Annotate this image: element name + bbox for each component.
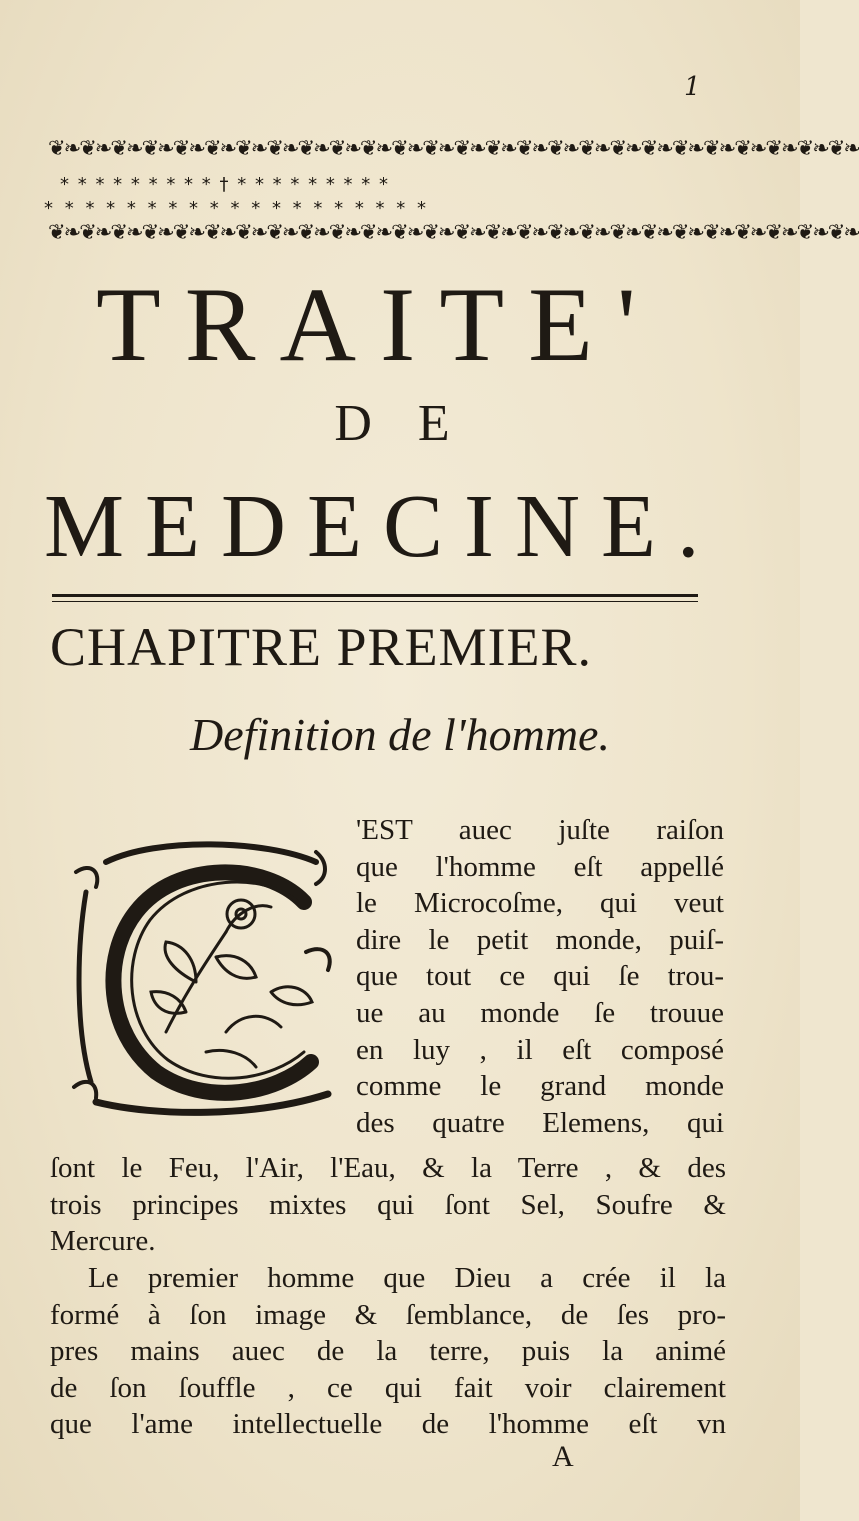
chapter-subtitle: Definition de l'homme. [190,709,610,760]
title-line-2: DE [334,395,496,452]
text-line: des quatre Elemens, qui [356,1106,724,1139]
title-line-3: MEDECINE. [44,477,721,576]
ornamental-floral-initial-icon [66,832,338,1124]
chapter-heading: CHAPITRE PREMIER. [50,617,593,677]
text-line: comme le grand monde [356,1070,724,1103]
text-line: dire le petit monde, puiſ- [356,923,724,956]
text-line: en luy , il eſt composé [356,1033,724,1066]
paragraph-2 [50,1260,726,1443]
text-line: trois principes mixtes qui ſont Sel, Soufre & [50,1188,726,1221]
headpiece-ornament-bottom: ❦❧❦❧❦❧❦❧❦❧❦❧❦❧❦❧❦❧❦❧❦❧❦❧❦❧❦❧❦❧❦❧❦❧❦❧❦❧❦❧❦❧❦❧❦❧❦❧❦❧❦❧ [48,220,859,244]
text-line: 'EST auec juſte raiſon [356,814,724,846]
text-line: de ſon ſouffle , ce qui fait voir clairement [50,1371,726,1404]
text-line: le Microcoſme, qui veut [356,887,724,920]
headpiece-ornament-top: ❦❧❦❧❦❧❦❧❦❧❦❧❦❧❦❧❦❧❦❧❦❧❦❧❦❧❦❧❦❧❦❧❦❧❦❧❦❧❦❧❦❧❦❧❦❧❦❧❦❧❦❧ [48,136,859,160]
title-line-1: TRAITE' [96,266,660,383]
text-line: ue au monde ſe trouue [356,996,724,1029]
divider-rule [52,594,698,597]
text-line: que l'homme eſt appellé [356,850,724,883]
text-line: Le premier homme que Dieu a crée il la [88,1262,726,1294]
text-line: que tout ce qui ſe trou- [356,960,724,993]
divider-rule-thin [52,601,698,602]
page-number: 1 [684,72,701,102]
signature-mark: A [552,1440,574,1473]
text-line: que l'ame intellectuelle de l'homme eſt vn [50,1408,726,1441]
initial-c-drawing [66,832,338,1124]
paragraph-1-initial-column [356,812,724,1141]
paragraph-1-continuation [50,1150,726,1260]
text-line: formé à ſon image & ſemblance, de ſes pro- [50,1298,726,1331]
text-line: Mercure. [50,1225,156,1258]
text-line: pres mains auec de la terre, puis la animé [50,1335,726,1368]
headpiece-stars-row-2: * * * * * * * * * * * * * * * * * * * [44,198,426,219]
headpiece-stars-row-1: * * * * * * * * * † * * * * * * * * * [60,174,388,195]
text-line: ſont le Feu, l'Air, l'Eau, & la Terre , & des [50,1152,726,1184]
